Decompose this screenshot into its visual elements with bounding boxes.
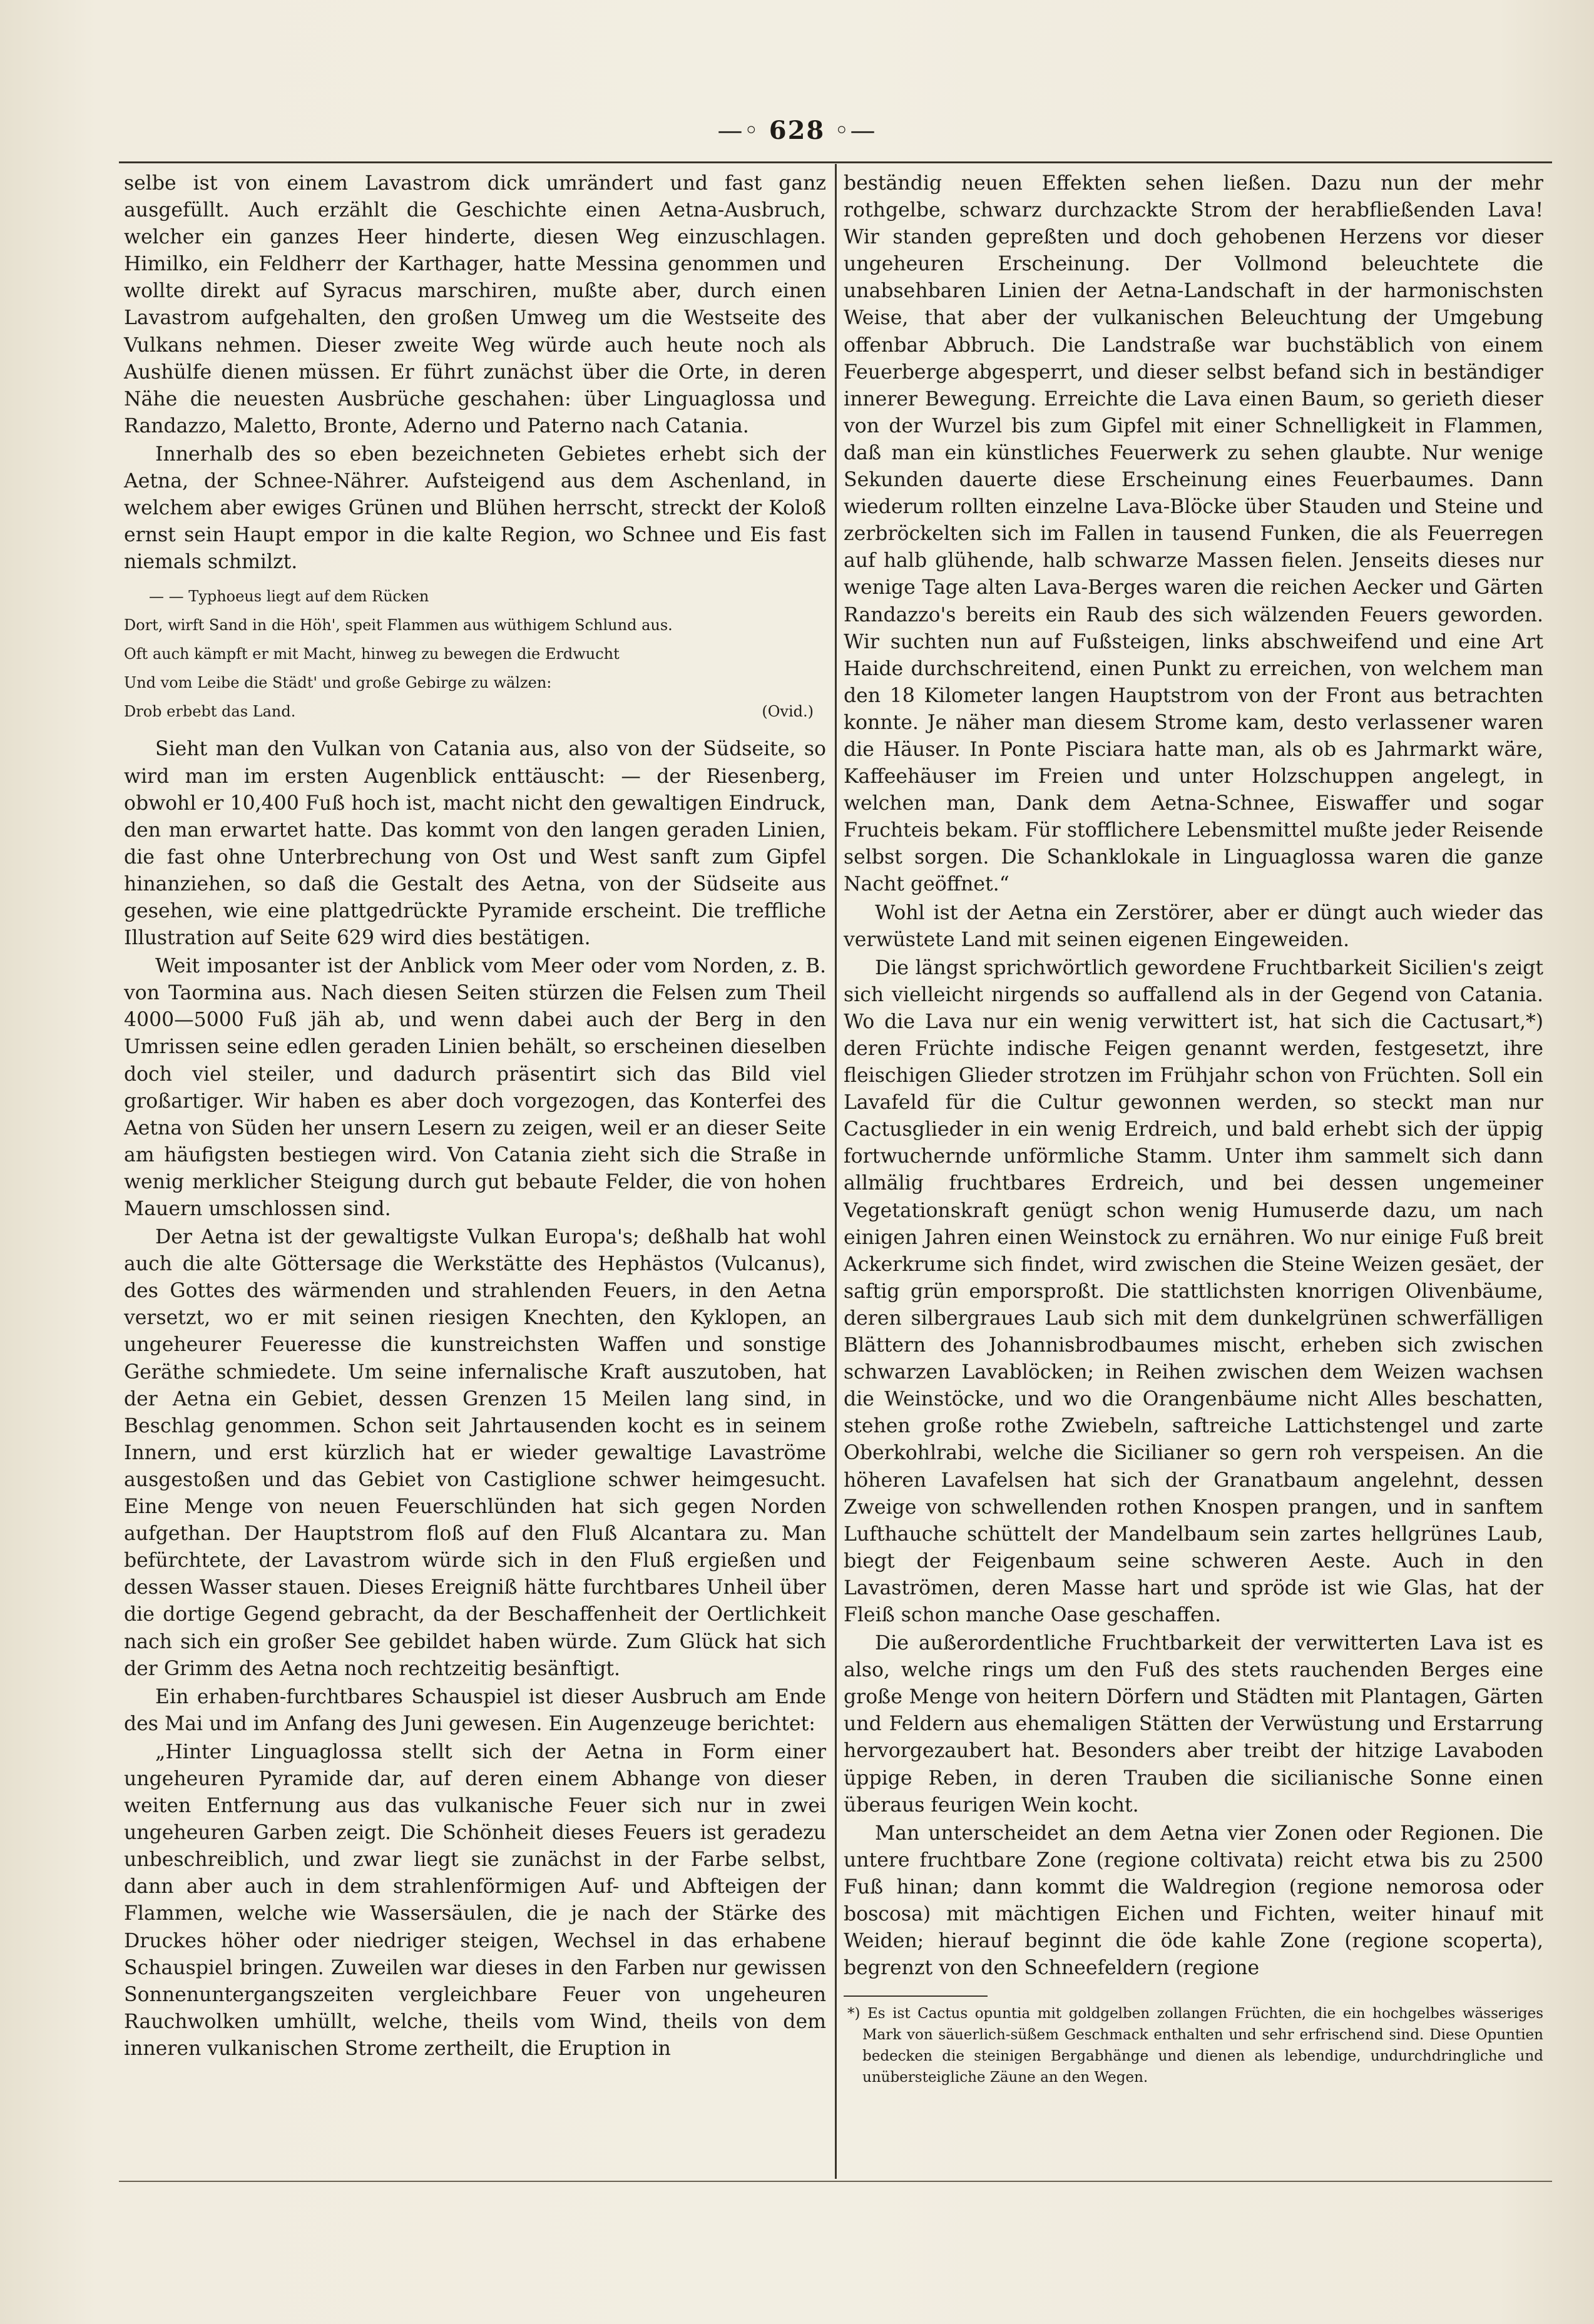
- paragraph: Wohl ist der Aetna ein Zerstörer, aber er düngt auch wieder das verwüstete Land mit seinen eigenen Eingeweiden.: [844, 901, 1543, 951]
- paragraph: Ein erhaben-furchtbares Schauspiel ist dieser Ausbruch am Ende des Mai und im Anfang des Juni gewesen. Ein Augenzeuge berichtet:: [124, 1685, 826, 1735]
- paragraph: Die längst sprichwörtlich gewordene Fruchtbarkeit Sicilien's zeigt sich vielleicht nirgends so auffallend als in der Gegend von Catania. Wo die Lava nur ein wenig verwittert ist, hat sich die Cactusart,*) deren Früchte indische Feigen genannt werden, festgesetzt, ihre fleischigen Glieder strotzen im Frühjahr schon von Früchten. Soll ein Lavafeld für die Cultur gewonnen werden, so steckt man nur Cactusglieder in ein wenig Erdreich, und bald erhebt sich der üppig fortwuchernde unförmliche Stamm. Unter ihm sammelt sich dann allmälig fruchtbares Erdreich, und bei dessen ungemeiner Vegetationskraft genügt schon wenig Humuserde dazu, um nach einigen Jahren einen Weinstock zu ernähren. Wo nur einige Fuß breit Ackerkrume sich findet, wird zwischen die Steine Weizen gesäet, der saftig grün emporsproßt. Die stattlichsten knorrigen Olivenbäume, deren silbergraues Laub sich mit dem dunkelgrünen schwerfälligen Blättern des Johannisbrodbaumes mischt, erheben sich zwischen schwarzen Lavablöcken; in Reihen zwischen dem Weizen wachsen die Weinstöcke, und wo die Orangenbäume nicht Alles beschatten, stehen große rothe Zwiebeln, saftreiche Lattichstengel und zarte Oberkohlrabi, welche die Sicilianer so gern roh verspeisen. An die höheren Lavafelsen hat sich der Granatbaum angelehnt, dessen Zweige von schwellenden rothen Knospen prangen, und in sanftem Lufthauche schüttelt der Mandelbaum sein zartes hellgrünes Laub, biegt der Feigenbaum seine schweren Aeste. Auch in den Lavaströmen, deren Masse hart und spröde ist wie Glas, hat der Fleiß schon manche Oase geschaffen.: [844, 956, 1543, 1626]
- paragraph: Innerhalb des so eben bezeichneten Gebietes erhebt sich der Aetna, der Schnee-Nährer. Aufsteigend aus dem Aschenland, in welchem aber ewiges Grünen und Blühen herrscht, streckt der Koloß ernst sein Haupt empor in die kalte Region, wo Schnee und Eis fast niemals schmilzt.: [124, 442, 826, 574]
- header-dash-left: —◦: [717, 116, 769, 145]
- verse-line: — — Typhoeus liegt auf dem Rücken: [149, 588, 429, 606]
- paragraph: beständig neuen Effekten sehen ließen. Dazu nun der mehr rothgelbe, schwarz durchzackte Strom der herabfließenden Lava! Wir standen gepreßten und doch gehobenen Herzens vor dieser ungeheuren Erscheinung. Der Vollmond beleuchtete die unabsehbaren Linien der Aetna-Landschaft in der harmonischsten Weise, that aber der vulkanischen Beleuchtung der Umgebung offenbar Abbruch. Die Landstraße war buchstäblich von einem Feuerberge abgesperrt, und dieser selbst befand sich in beständiger innerer Bewegung. Erreichte die Lava einen Baum, so gerieth dieser von der Wurzel bis zum Gipfel mit einer Schnelligkeit in Flammen, daß man ein künstliches Feuerwerk zu sehen glaubte. Nur wenige Sekunden dauerte diese Erscheinung eines Feuerbaumes. Dann wiederum rollten einzelne Lava-Blöcke über Stauden und Steine und zerbröckelten sich im Fallen in tausend Funken, die als Feuerregen auf halb glühende, halb schwarze Massen fielen. Jenseits dieses nur wenige Tage alten Lava-Berges waren die reichen Aecker und Gärten Randazzo's bereits ein Raub des sich wälzenden Feuers geworden. Wir suchten nun auf Fußsteigen, links abschweifend und eine Art Haide durchschreitend, einen Punkt zu erreichen, von welchem man den 18 Kilometer langen Hauptstrom von der Front aus betrachten konnte. Je näher man diesem Strome kam, desto verlassener waren die Häuser. In Ponte Pisciara hatte man, als ob es Jahrmarkt wäre, Kaffeehäuser im Freien und unter Holzschuppen angelegt, in welchen man, Dank dem Aetna-Schnee, Eiswaffer und sogar Fruchteis bekam. Für stofflichere Lebensmittel mußte jeder Reisende selbst sorgen. Die Schanklokale in Linguaglossa waren die ganze Nacht geöffnet.“: [844, 172, 1543, 896]
- top-rule: [119, 161, 1552, 163]
- paragraph: „Hinter Linguaglossa stellt sich der Aetna in Form einer ungeheuren Pyramide dar, auf deren einem Abhange von dieser weiten Entfernung aus das vulkanische Feuer sich nur in zwei ungeheuren Garben zeigt. Die Schönheit dieses Feuers ist geradezu unbeschreiblich, und zwar liegt sie zunächst in der Farbe selbst, dann aber auch in dem strahlenförmigen Auf- und Abfteigen der Flammen, welche wie Wassersäulen, die je nach der Stärke des Druckes höher oder niedriger steigen, Wechsel in das erhabene Schauspiel bringen. Zuweilen war dieses in den Farben nur gewissen Sonnenuntergangszeiten vergleichbare Feuer von ungeheuren Rauchwolken umhüllt, welche, theils vom Wind, theils von dem inneren vulkanischen Strome zertheilt, die Eruption in: [124, 1740, 826, 2060]
- page-header: [0, 116, 1594, 145]
- footnote: *) Es ist Cactus opuntia mit goldgelben zollangen Früchten, die ein hochgelbes wässeriges Mark von säuerlich-süßem Geschmack enthalten und sehr erfrischend sind. Diese Opuntien bedecken die steinigen Bergabhänge und dienen als lebendige, undurchdringliche und unübersteigliche Zäune an den Wegen.: [847, 2005, 1543, 2086]
- paragraph: Man unterscheidet an dem Aetna vier Zonen oder Regionen. Die untere fruchtbare Zone (regione coltivata) reicht etwa bis zu 2500 Fuß hinan; dann kommt die Waldregion (regione nemorosa oder boscosa) mit mächtigen Eichen und Fichten, weiter hinauf mit Weiden; hierauf beginnt die öde kahle Zone (regione scoperta), begrenzt von den Schneefeldern (regione: [844, 1822, 1543, 1980]
- verse-line: Oft auch kämpft er mit Macht, hinweg zu bewegen die Erdwucht: [124, 645, 620, 663]
- verse-last-line: [124, 697, 826, 726]
- bottom-rule: [119, 2181, 1552, 2182]
- verse-line: Drob erbebt das Land.: [124, 703, 296, 721]
- paragraph: Sieht man den Vulkan von Catania aus, also von der Südseite, so wird man im ersten Augenblick enttäuscht: — der Riesenberg, obwohl er 10,400 Fuß hoch ist, macht nicht den gewaltigen Eindruck, den man erwartet hatte. Das kommt von den langen geraden Linien, die fast ohne Unterbrechung von Ost und West sanft zum Gipfel hinanziehen, so daß die Gestalt des Aetna, von der Südseite aus gesehen, wie eine plattgedrückte Pyramide erscheint. Die treffliche Illustration auf Seite 629 wird dies bestätigen.: [124, 738, 826, 950]
- verse-line: Und vom Leibe die Städt' und große Gebirge zu wälzen:: [124, 674, 552, 692]
- paragraph: Weit imposanter ist der Anblick vom Meer oder vom Norden, z. B. von Taormina aus. Nach diesen Seiten stürzen die Felsen zum Theil 4000—5000 Fuß jäh ab, und wenn dabei auch der Berg in den Umrissen seine edlen geraden Linien behält, so erscheinen dieselben doch viel steiler, und dadurch präsentirt sich das Bild viel großartiger. Wir haben es aber doch vorgezogen, das Konterfei des Aetna von Süden her unsern Lesern zu zeigen, weil er an dieser Seite am häufigsten bestiegen wird. Von Catania zieht sich die Straße in wenig merklicher Steigung durch gut bebaute Felder, die von hohen Mauern umschlossen sind.: [124, 955, 826, 1220]
- verse-line: Dort, wirft Sand in die Höh', speit Flammen aus wüthigem Schlund aus.: [124, 616, 673, 635]
- right-column: [844, 170, 1543, 2088]
- header-dash-right: ◦—: [825, 116, 877, 145]
- page-number: 628: [769, 116, 825, 145]
- verse-source: (Ovid.): [762, 703, 814, 721]
- column-rule: [835, 164, 837, 2179]
- left-column: [124, 170, 826, 2064]
- paragraph: Die außerordentliche Fruchtbarkeit der verwitterten Lava ist es also, welche rings um den Fuß des stets rauchenden Berges eine große Menge von heitern Dörfern und Städten mit Plantagen, Gärten und Feldern aus ehemaligen Stätten der Verwüstung und Erstarrung hervorgezaubert hat. Besonders aber treibt der hitzige Lavaboden üppige Reben, in deren Trauben die sicilianische Sonne einen überaus feurigen Wein kocht.: [844, 1632, 1543, 1817]
- footnote-rule: [844, 1995, 988, 1997]
- paragraph: Der Aetna ist der gewaltigste Vulkan Europa's; deßhalb hat wohl auch die alte Göttersage die Werkstätte des Hephästos (Vulcanus), des Gottes des wärmenden und strahlenden Feuers, in den Aetna versetzt, wo er mit seinen riesigen Knechten, den Kyklopen, an ungeheurer Feueresse die kunstreichsten Waffen und sonstige Geräthe schmiedete. Um seine infernalische Kraft auszutoben, hat der Aetna ein Gebiet, dessen Grenzen 15 Meilen lang sind, in Beschlag genommen. Schon seit Jahrtausenden kocht es in seinem Innern, und erst kürzlich hat er wieder gewaltige Lavaströme ausgestoßen und das Gebiet von Castiglione schwer heimgesucht. Eine Menge von neuen Feuerschlünden hat sich gegen Norden aufgethan. Der Hauptstrom floß auf den Fluß Alcantara zu. Man befürchtete, der Lavastrom würde sich in den Fluß ergießen und dessen Wasser stauen. Dieses Ereigniß hätte furchtbares Unheil über die dortige Gegend gebracht, da der Beschaffenheit der Oertlichkeit nach sich ein großer See gebildet haben würde. Zum Glück hat sich der Grimm des Aetna noch rechtzeitig besänftigt.: [124, 1226, 826, 1680]
- verse-quote: [124, 582, 826, 726]
- paragraph: selbe ist von einem Lavastrom dick umrändert und fast ganz ausgefüllt. Auch erzählt die Geschichte einen Aetna-Ausbruch, welcher ein ganzes Heer hinderte, diesen Weg einzuschlagen. Himilko, ein Feldherr der Karthager, hatte Messina genommen und wollte direkt auf Syracus marschiren, mußte aber, durch einen Lavastrom aufgehalten, den großen Umweg um die Westseite des Vulkans nehmen. Dieser zweite Weg würde auch heute noch als Aushülfe dienen müssen. Er führt zunächst über die Orte, in deren Nähe die neuesten Ausbrüche geschahen: über Linguaglossa und Randazzo, Maletto, Bronte, Aderno und Paterno nach Catania.: [124, 172, 826, 437]
